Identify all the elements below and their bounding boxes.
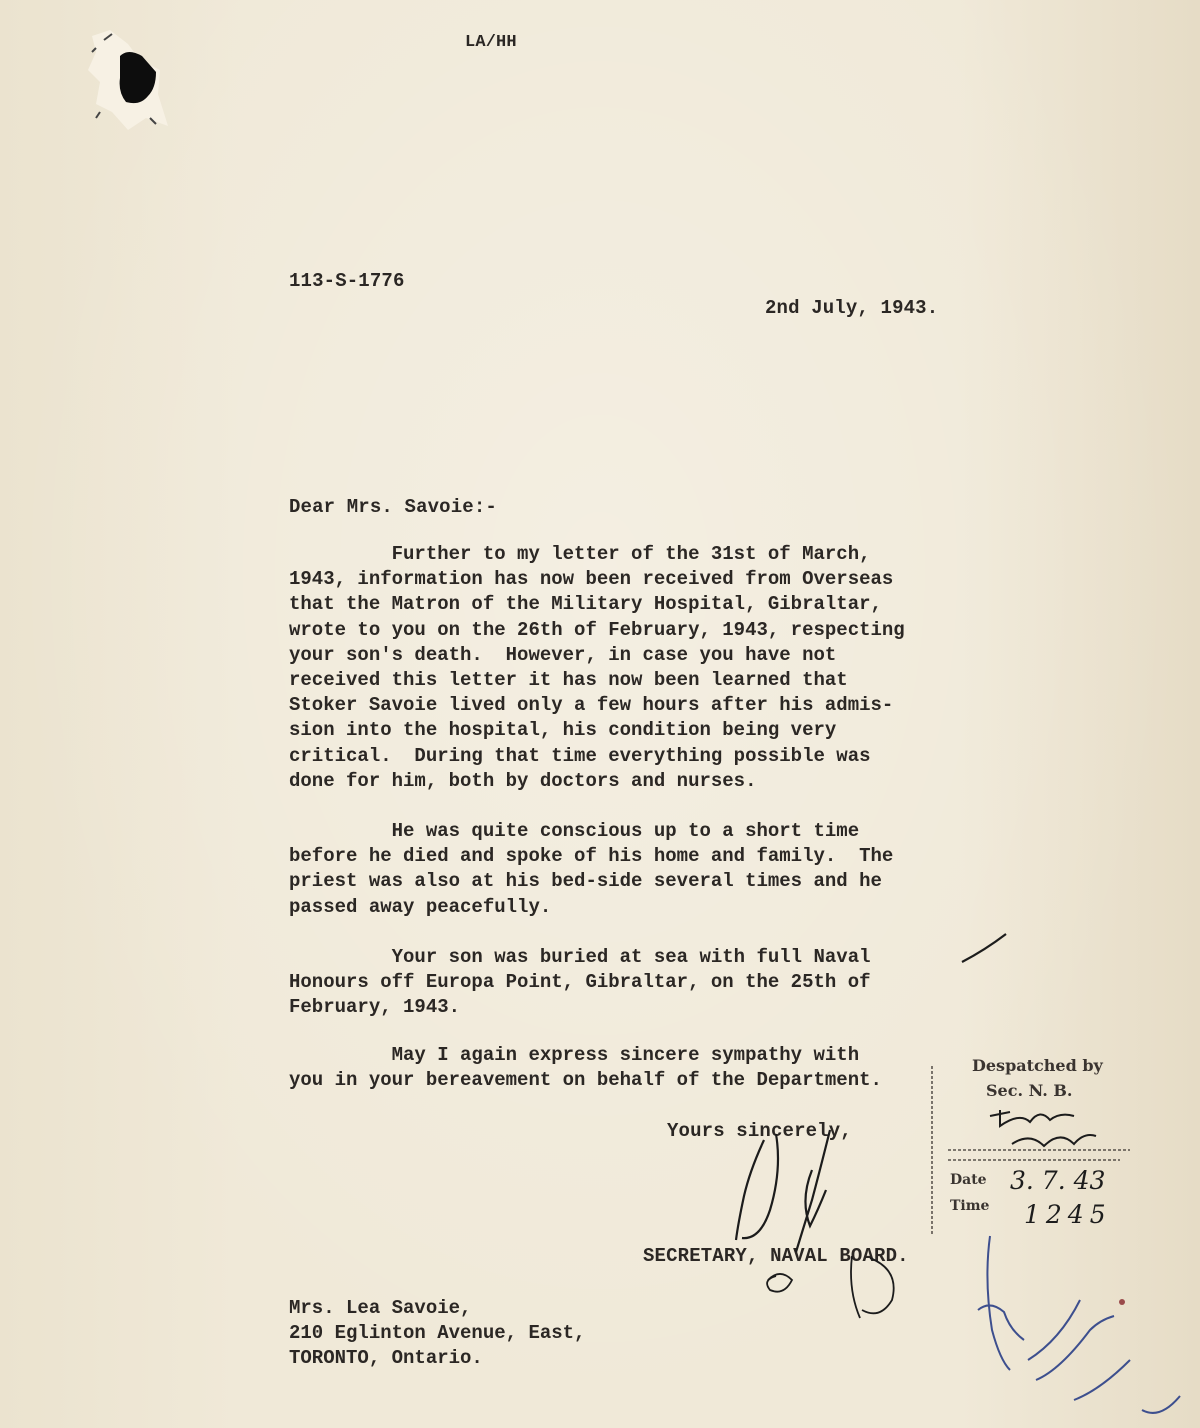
address-name: Mrs. Lea Savoie,	[289, 1297, 472, 1319]
body-line: February, 1943.	[289, 996, 461, 1019]
dispatch-stamp-date-label: Date	[950, 1172, 987, 1188]
address-street: 210 Eglinton Avenue, East,	[289, 1322, 586, 1345]
typist-initials: LA/HH	[465, 33, 517, 52]
body-line: wrote to you on the 26th of February, 1943, respecting	[289, 618, 905, 641]
body-line: Honours off Europa Point, Gibraltar, on the 25th of	[289, 971, 871, 994]
body-line: May I again express sincere sympathy with	[289, 1044, 860, 1066]
address-city: TORONTO, Ontario.	[289, 1347, 483, 1370]
body-line: priest was also at his bed-side several times and he	[289, 870, 882, 893]
dispatch-stamp-title: Despatched by	[972, 1056, 1103, 1075]
body-line: that the Matron of the Military Hospital, Gibraltar,	[289, 593, 882, 616]
dispatch-stamp-section: Sec. N. B.	[986, 1081, 1073, 1100]
dispatch-stamp-time-label: Time	[950, 1198, 990, 1214]
letter-date: 2nd July, 1943.	[765, 297, 939, 319]
body-line: Further to my letter of the 31st of March,	[289, 543, 871, 565]
salutation: Dear Mrs. Savoie:-	[289, 496, 497, 518]
body-line: Stoker Savoie lived only a few hours after his admis-	[289, 694, 894, 717]
dispatch-date-handwritten: 3. 7. 43	[1010, 1166, 1106, 1195]
body-line: Your son was buried at sea with full Naval	[289, 946, 871, 968]
dispatch-time-handwritten: 1245	[1024, 1200, 1112, 1229]
body-line: you in your bereavement on behalf of the Department.	[289, 1069, 882, 1092]
body-line: before he died and spoke of his home and family. The	[289, 845, 894, 868]
check-mark	[962, 934, 1006, 962]
file-reference: 113-S-1776	[289, 270, 405, 292]
stamp-initials-scribble	[990, 1110, 1096, 1146]
body-line: passed away peacefully.	[289, 895, 552, 918]
signature-title: SECRETARY, NAVAL BOARD.	[643, 1245, 909, 1267]
body-line: 1943, information has now been received from Overseas	[289, 568, 894, 591]
closing: Yours sincerely,	[667, 1120, 852, 1142]
small-initials	[767, 1256, 894, 1318]
blue-handwriting	[978, 1236, 1180, 1413]
body-line: critical. During that time everything possible was	[289, 744, 871, 767]
body-line: received this letter it has now been learned that	[289, 668, 848, 691]
body-line: done for him, both by doctors and nurses.	[289, 769, 757, 792]
body-line: He was quite conscious up to a short time	[289, 820, 860, 842]
body-line: sion into the hospital, his condition being very	[289, 719, 837, 742]
body-line: your son's death. However, in case you have not	[289, 643, 837, 666]
stamp-border	[932, 1066, 1130, 1235]
signature-scribble	[736, 1130, 830, 1252]
